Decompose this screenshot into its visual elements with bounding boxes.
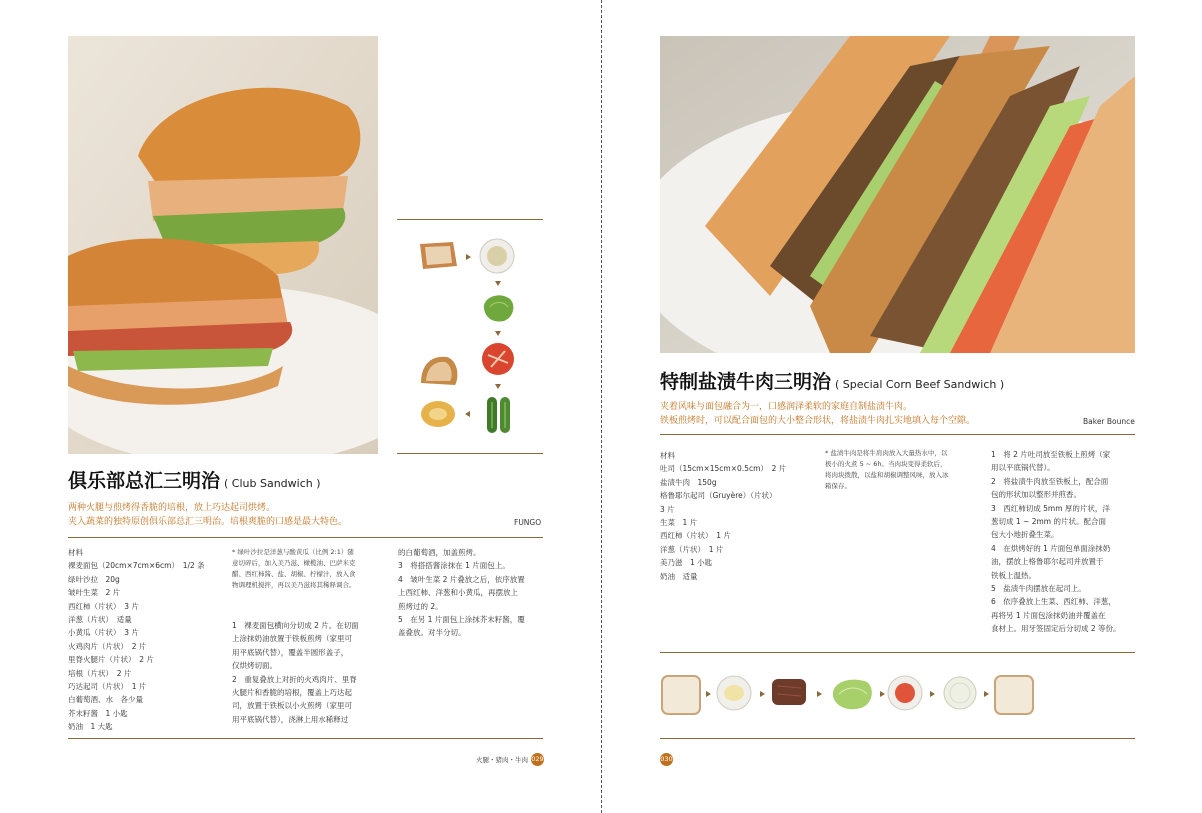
lead-line: 夹入蔬菜的独特原创俱乐部总汇三明治。培根爽脆的口感是最大特色。 [68,517,348,527]
step-bread-slice-image [417,353,461,389]
step-line: 上涂抹奶油放置于铁板煎烤（家里可 [232,634,352,644]
ingredients-list [68,546,228,734]
recipe-title-en: ( Club Sandwich ) [224,477,321,490]
page-number: 030 [660,753,673,766]
lead-line: 两种火腿与煎烤得香脆的培根，放上巧达起司烘烤。 [68,503,276,513]
recipe-title [68,466,321,493]
footer-rule [68,738,543,739]
ingredient-line: 材料 [660,451,675,460]
step-bread-half-image [417,238,459,272]
ingredient-line: 白葡萄酒、水 各少量 [68,695,143,705]
ingredient-line: 奶油 1 大匙 [68,722,113,732]
step-arrow-right [880,691,885,697]
step-ham-image [419,398,457,430]
shop-credit: Baker Bounce [1083,417,1135,426]
step-line: 煎烤过的 2。 [398,601,443,611]
step-line: 1 裸麦面包横向分切成 2 片。在切面 [232,621,359,630]
recipe-title [660,367,1004,394]
ingredient-line: 培根（片状） 2 片 [68,668,132,678]
ingredient-line: 盐渍牛肉 150g [660,477,717,487]
ingredient-line: 巧达起司（片状） 1 片 [68,682,147,692]
step-arrow-left [465,411,470,417]
step-line: 4 皱叶生菜 2 片叠放之后，依序放置 [398,574,525,584]
step-lettuce-image [829,674,875,712]
note-line: * 绿叶沙拉是洋葱与酸黄瓜（比例 2:1）随 [232,548,354,556]
corn-beef-note [825,448,985,492]
process-bottom-rule [397,453,543,454]
step-line: 铁板上温热。 [991,570,1036,580]
note-line: 物调理机搅拌，再以美乃滋将其稀释调合。 [232,581,356,589]
step-line: 包的形状加以整形并煎香。 [991,490,1081,500]
ingredient-line: 洋葱（片状） 适量 [68,615,132,625]
ingredient-line: 里脊火腿片（片状） 2 片 [68,655,154,665]
folio-section: 火腿・猪肉・牛肉 [476,756,528,764]
step-line: 用平底锅代替），浇淋上用水稀释过 [232,714,349,724]
step-arrow-down [495,384,501,389]
step-line: 盖叠放。对半分切。 [398,628,466,638]
method-steps-col2 [232,619,392,726]
step-arrow-down [495,331,501,336]
step-line: 2 将盐渍牛肉放至铁板上，配合面 [991,476,1109,486]
ingredient-line: 材料 [68,548,83,557]
step-line: 葱切成 1 ~ 2mm 的片状。配合面 [991,517,1106,527]
step-line: 仅烘烤切面。 [232,661,277,671]
step-cucumber-image [483,394,515,436]
lead-line: 夹着风味与面包融合为一，口感润泽柔软的家庭自制盐渍牛肉。 [660,402,913,412]
step-line: 1 将 2 片吐司放至铁板上煎烤（家 [991,450,1111,459]
recipe-lead [68,501,538,529]
ingredient-line: 格鲁耶尔起司（Gruyère）（片状） [660,491,777,501]
recipe-title-en: ( Special Corn Beef Sandwich ) [835,378,1005,391]
ingredient-line: 美乃滋 1 小匙 [660,558,713,568]
step-line: 5 盐渍牛肉摆放在起司上。 [991,584,1086,594]
step-tomato-image [479,341,517,377]
section-rule [660,434,1135,435]
step-line: 再将另 1 片面包涂抹奶油并覆盖在 [991,610,1106,620]
page-folio [660,753,673,766]
note-line: 箱保存。 [825,482,851,490]
ingredient-line: 皱叶生菜 2 片 [68,588,121,598]
step-line: 司，放置于铁板以小火煎烤（家里可 [232,701,352,711]
recipe-title-zh: 特制盐渍牛肉三明治 [660,371,832,393]
step-arrow-right [930,691,935,697]
step-tomato-image [886,675,924,711]
step-butter-bowl-image [715,675,753,711]
process-top-rule [397,219,543,220]
step-line: 4 在烘烤好的 1 片面包单面涂抹奶 [991,543,1111,553]
ingredient-line: 绿叶沙拉 20g [68,574,120,584]
ingredient-line: 芥末籽酱 1 小匙 [68,708,128,718]
step-line: 3 西红柿切成 5mm 厚的片状，洋 [991,503,1110,513]
step-toast-top-image [993,672,1035,716]
ingredient-line: 吐司（15cm×15cm×0.5cm） 2 片 [660,464,787,474]
step-arrow-down [495,281,501,286]
note-line: 醋、西红柿酱、盐、胡椒、柠檬汁，放入食 [232,570,356,578]
step-line: 3 将搭搭酱涂抹在 1 片面包上。 [398,561,510,571]
page-number: 029 [531,753,544,766]
method-steps-col3 [398,546,548,640]
ingredient-line: 3 片 [660,504,675,514]
step-line: 油，摆放上格鲁耶尔起司并放置于 [991,557,1104,567]
step-dressing-bowl-image [478,238,516,274]
step-onion-image [941,675,979,711]
step-arrow-right [706,691,711,697]
step-line: 2 重复叠放上对折的火鸡肉片、里脊 [232,674,357,684]
ingredient-line: 生菜 1 片 [660,518,698,528]
shop-credit: FUNGO [514,518,542,527]
ingredient-line: 火鸡肉片（片状） 2 片 [68,641,147,651]
step-line: 包大小地折叠生菜。 [991,530,1059,540]
step-line: 5 在另 1 片面包上涂抹芥末籽酱，覆 [398,615,525,625]
note-line: 极小的火煮 5 ~ 6h。当肉块变得柔软后， [825,460,947,468]
method-steps [991,448,1141,636]
club-sandwich-photo [68,36,378,454]
footer-rule [660,738,1135,739]
corn-beef-sandwich-photo [660,36,1135,353]
step-arrow-right [984,691,989,697]
ingredient-line: 洋葱（片状） 1 片 [660,544,724,554]
step-line: 食材上。用牙签固定后分切成 2 等份。 [991,624,1121,634]
note-line: * 盐渍牛肉是将牛肩肉放入大量热水中，以 [825,449,948,457]
step-arrow-right [466,254,471,260]
recipe-title-zh: 俱乐部总汇三明治 [68,470,221,492]
step-corn-beef-image [769,676,809,708]
step-line: 6 依序叠放上生菜、西红柿、洋葱， [991,597,1116,607]
lead-line: 铁板煎烤时，可以配合面包的大小整合形状，将盐渍牛肉扎实地填入每个空隙。 [660,416,976,426]
ingredient-line: 小黄瓜（片状） 3 片 [68,628,139,638]
recipe-lead [660,400,1130,428]
section-rule [68,537,543,538]
note-line: 意切碎后，加入美乃滋、橄榄油、巴萨米克 [232,559,356,567]
ingredient-line: 裸麦面包（20cm×7cm×6cm） 1/2 条 [68,561,205,571]
step-arrow-right [817,691,822,697]
note-line: 将肉块拨散，以盐和胡椒调整风味，放入冰 [825,471,949,479]
step-toast-image [660,672,702,716]
ingredient-line: 西红柿（片状） 1 片 [660,531,731,541]
step-line: 用以平底锅代替）。 [991,463,1055,473]
step-line: 火腿片和香脆的培根，覆盖上巧达起 [232,688,352,698]
step-line: 用平底锅代替），覆盖半圆形盖子， [232,647,349,657]
ingredient-line: 奶油 适量 [660,571,698,581]
step-lettuce-image [480,291,516,323]
step-line: 上西红柿、洋葱和小黄瓜，再摆放上 [398,588,518,598]
right-page [602,0,1202,813]
page-folio [476,753,544,766]
dressing-note [232,547,392,591]
process-top-rule [660,652,1135,653]
step-arrow-right [760,691,765,697]
step-line: 的白葡萄酒，加盖煎烤。 [398,548,481,557]
ingredients-list [660,449,820,583]
ingredient-line: 西红柿（片状） 3 片 [68,601,139,611]
